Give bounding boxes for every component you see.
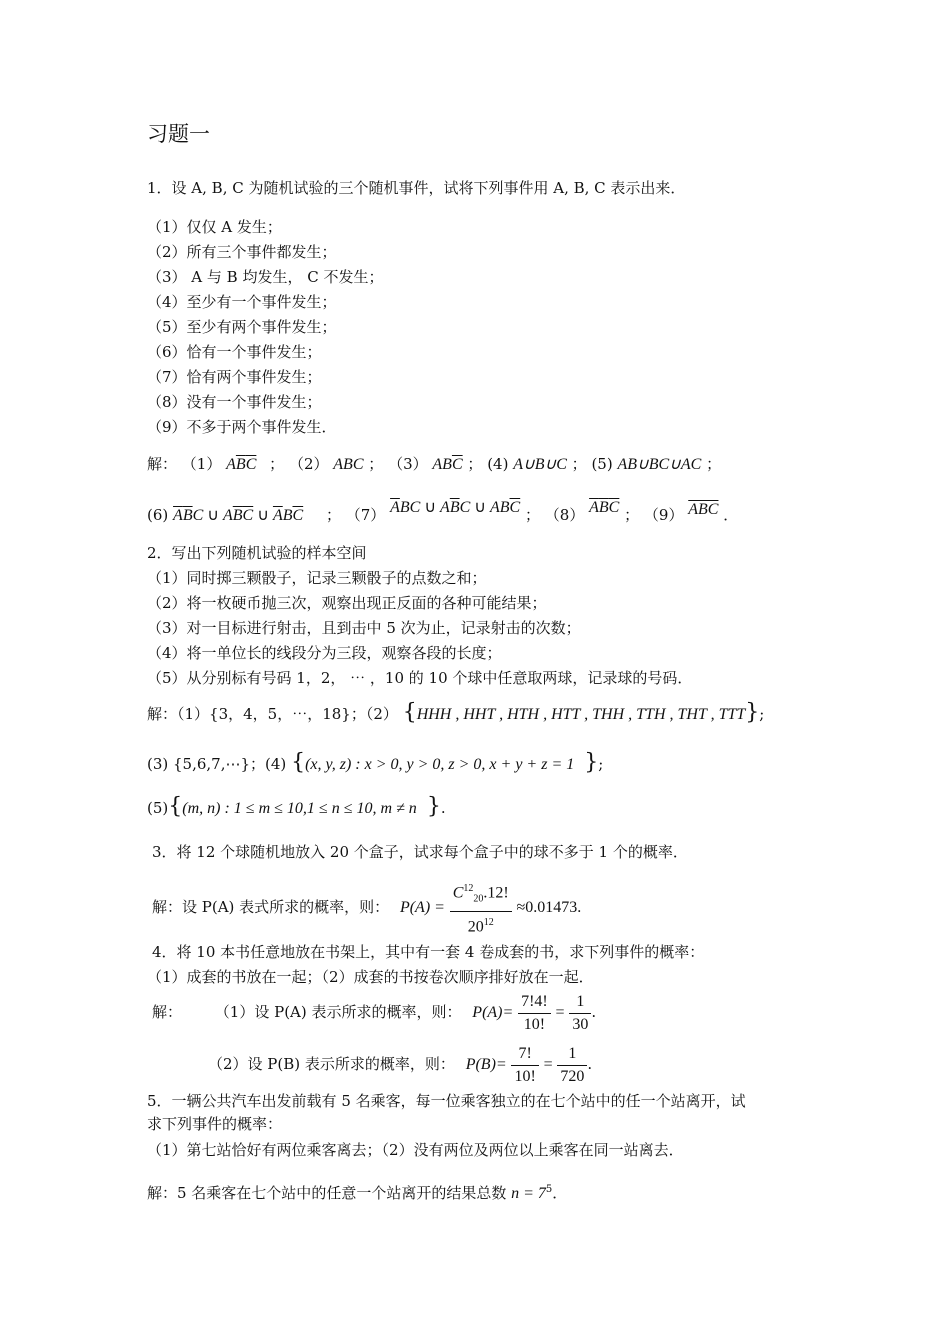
- num-rest: .12!: [483, 884, 509, 902]
- ans-label: （1）: [181, 455, 222, 473]
- q2-item-2: （2）将一枚硬币抛三次，观察出现正反面的各种可能结果；: [147, 594, 547, 612]
- q5-answer: [147, 1180, 567, 1204]
- brace-close: }: [584, 750, 599, 775]
- brace-close: }: [745, 700, 760, 725]
- ans-set: (m, n) : 1 ≤ m ≤ 10,1 ≤ n ≤ 10, m ≠ n: [182, 800, 417, 817]
- q2-answer-line-1: 解：（1）{3，4，5，⋯，18}；（2） {HHH , HHT , HTH , HTT , THH , TTH , THT , TTT};: [147, 700, 765, 725]
- numerator: 1: [569, 991, 591, 1014]
- denominator: 10!: [514, 1067, 536, 1085]
- ans-lhs: P(A) =: [399, 898, 445, 916]
- ans-sep-1: ；: [269, 455, 285, 473]
- q1-answer-line-2: [147, 499, 739, 526]
- q1-item-6: （6）恰有一个事件发生；: [147, 343, 322, 361]
- page-title: 习题一: [147, 122, 210, 146]
- ans-expr: n = 7: [511, 1185, 546, 1202]
- q4-answer-2: （2）设 P(B) 表示所求的概率，则： P(B)= $\frac{7!}{10!}$ = $\frac{1}{720}$ .: [208, 1040, 592, 1088]
- q1-item-4: （4）至少有一个事件发生；: [147, 293, 337, 311]
- ans-expr: $AB\overline{C}$: [432, 456, 463, 473]
- ans-expr: AB∪BC∪AC: [617, 456, 702, 473]
- ans-lhs: P(B)=: [465, 1056, 507, 1073]
- q5-stem-1: 5．一辆公共汽车出发前载有 5 名乘客，每一位乘客独立的在七个站中的任一个站离开，试: [147, 1092, 746, 1110]
- brace-open: {: [291, 750, 306, 775]
- q2-answer-line-3: (5){(m, n) : 1 ≤ m ≤ 10,1 ≤ n ≤ 10, m ≠ n }.: [147, 794, 446, 819]
- ans-set: (x, y, z) : x > 0, y > 0, z > 0, x + y + z = 1: [305, 756, 575, 773]
- q3-fraction: [450, 878, 512, 938]
- num-sub: 20: [473, 893, 484, 905]
- ans-text: （1）设 P(A) 表示所求的概率，则：: [214, 1003, 462, 1021]
- ans-text: (3) {5,6,7,⋯}；(4): [147, 755, 287, 773]
- ans-label: （2）: [288, 455, 329, 473]
- ans-sep-6: ；: [325, 506, 341, 524]
- denominator: 30: [572, 1015, 589, 1033]
- q1-item-8: （8）没有一个事件发生；: [147, 393, 322, 411]
- q1-item-2: （2）所有三个事件都发生；: [147, 243, 337, 261]
- ans-text: 解：设 P(A) 表式所求的概率，则：: [152, 897, 390, 916]
- q4-stem: 4．将 10 本书任意地放在书架上，其中有一套 4 卷成套的书，求下列事件的概率：: [152, 943, 705, 961]
- ans-sep-4: ；: [571, 455, 587, 473]
- ans-text: 解：5 名乘客在七个站中的任意一个站离开的结果总数: [147, 1184, 507, 1202]
- numerator: 1: [557, 1043, 587, 1066]
- numerator: 7!: [511, 1043, 538, 1066]
- q2-stem: 2．写出下列随机试验的样本空间: [147, 544, 367, 562]
- ans-label: （3）: [388, 455, 428, 473]
- ans-label: (6): [147, 506, 169, 524]
- ans-label: （7）: [345, 506, 386, 524]
- fraction: [511, 1043, 538, 1088]
- den-base: 20: [467, 917, 484, 935]
- q1-item-7: （7）恰有两个事件发生；: [147, 368, 322, 386]
- denominator: 10!: [523, 1015, 546, 1033]
- q3-stem: 3．将 12 个球随机地放入 20 个盒子，试求每个盒子中的球不多于 1 个的概率．: [152, 843, 688, 861]
- ans-sep-7: ；: [524, 506, 540, 524]
- q1-answer-line-1: [147, 454, 721, 475]
- q5-stem-2: 求下列事件的概率：: [147, 1115, 283, 1133]
- ans-label: （9）: [643, 506, 684, 524]
- brace-open: {: [402, 700, 417, 725]
- q2-answer-line-2: (3) {5,6,7,⋯}；(4) {(x, y, z) : x > 0, y > 0, z > 0, x + y + z = 1 };: [147, 750, 604, 775]
- ans-text: 解：（1）{3，4，5，⋯，18}；（2）: [147, 705, 398, 723]
- ans-text: (5): [147, 799, 169, 817]
- ans-label: (5): [591, 455, 613, 473]
- q2-item-3: （3）对一目标进行射击，且到击中 5 次为止，记录射击的次数；: [147, 619, 581, 637]
- ans-sep-5: ；: [706, 455, 722, 473]
- q1-item-1: （1）仅仅 A 发生；: [147, 218, 282, 236]
- ans-expr: $\overline{A}\overline{B}C$ ∪ $A\overline{B}\overline{C}$ ∪ $\overline{A}B\overline{C}$: [173, 507, 304, 524]
- ans-sep-2: ；: [368, 455, 384, 473]
- q1-item-5: （5）至少有两个事件发生；: [147, 318, 337, 336]
- fraction: [518, 991, 551, 1036]
- q1-item-3: （3） A 与 B 均发生， C 不发生；: [147, 268, 384, 286]
- q4-answer-1: 解： （1）设 P(A) 表示所求的概率，则： P(A)= $\frac{7!4!}{10!}$ = $\frac{1}{30}$ .: [152, 988, 596, 1036]
- q4-sub: （1）成套的书放在一起；（2）成套的书按卷次顺序排好放在一起．: [147, 968, 594, 986]
- q3-answer: [152, 878, 582, 935]
- ans-lhs: P(A)=: [472, 1004, 514, 1021]
- brace-open: {: [168, 794, 183, 819]
- answer-prefix: 解：: [147, 455, 178, 473]
- fraction: [557, 1043, 587, 1088]
- ans-sep-3: ；: [467, 455, 483, 473]
- ans-sep-8: ；: [624, 506, 640, 524]
- fraction: [569, 991, 591, 1036]
- ans-sep-9: ．: [723, 506, 739, 524]
- num-symbol: C: [452, 884, 464, 902]
- denominator: 720: [560, 1067, 585, 1085]
- ans-expr: ABC: [333, 456, 364, 473]
- num-sup: 12: [463, 883, 474, 894]
- ans-expr: $\overline{A}\overline{B}\overline{C}$: [589, 499, 620, 516]
- ans-label: (4): [487, 455, 509, 473]
- ans-text: （2）设 P(B) 表示所求的概率，则：: [208, 1055, 455, 1073]
- q1-item-9: （9）不多于两个事件发生．: [147, 418, 337, 436]
- numerator: 7!4!: [518, 991, 551, 1014]
- ans-approx: ≈0.01473.: [516, 898, 582, 916]
- ans-expr: A∪B∪C: [513, 456, 567, 473]
- q1-stem: 1．设 A, B, C 为随机试验的三个随机事件，试将下列事件用 A, B, C 表示出来．: [147, 179, 686, 197]
- ans-expr: $\overline{ABC}$: [688, 501, 719, 518]
- q2-item-1: （1）同时掷三颗骰子，记录三颗骰子的点数之和；: [147, 569, 487, 587]
- ans-end: ．: [552, 1184, 568, 1202]
- q2-item-5: （5）从分别标有号码 1，2， ⋯ ，10 的 10 个球中任意取两球，记录球的号码．: [147, 669, 693, 687]
- ans-label: 解：: [152, 1003, 183, 1021]
- ans-expr: $\overline{A}BC$ ∪ $A\overline{B}C$ ∪ $AB\overline{C}$: [390, 499, 521, 516]
- ans-set: HHH , HHT , HTH , HTT , THH , TTH , THT , TTT: [416, 706, 746, 723]
- ans-expr: $A\overline{B}\overline{C}$: [226, 456, 257, 473]
- q5-sub: （1）第七站恰好有两位乘客离去；（2）没有两位及两位以上乘客在同一站离去．: [147, 1141, 684, 1159]
- q2-item-4: （4）将一单位长的线段分为三段，观察各段的长度；: [147, 644, 502, 662]
- ans-label: （8）: [544, 506, 585, 524]
- ans-sup: 5: [545, 1184, 553, 1195]
- den-sup: 12: [483, 916, 494, 928]
- brace-close: }: [426, 794, 441, 819]
